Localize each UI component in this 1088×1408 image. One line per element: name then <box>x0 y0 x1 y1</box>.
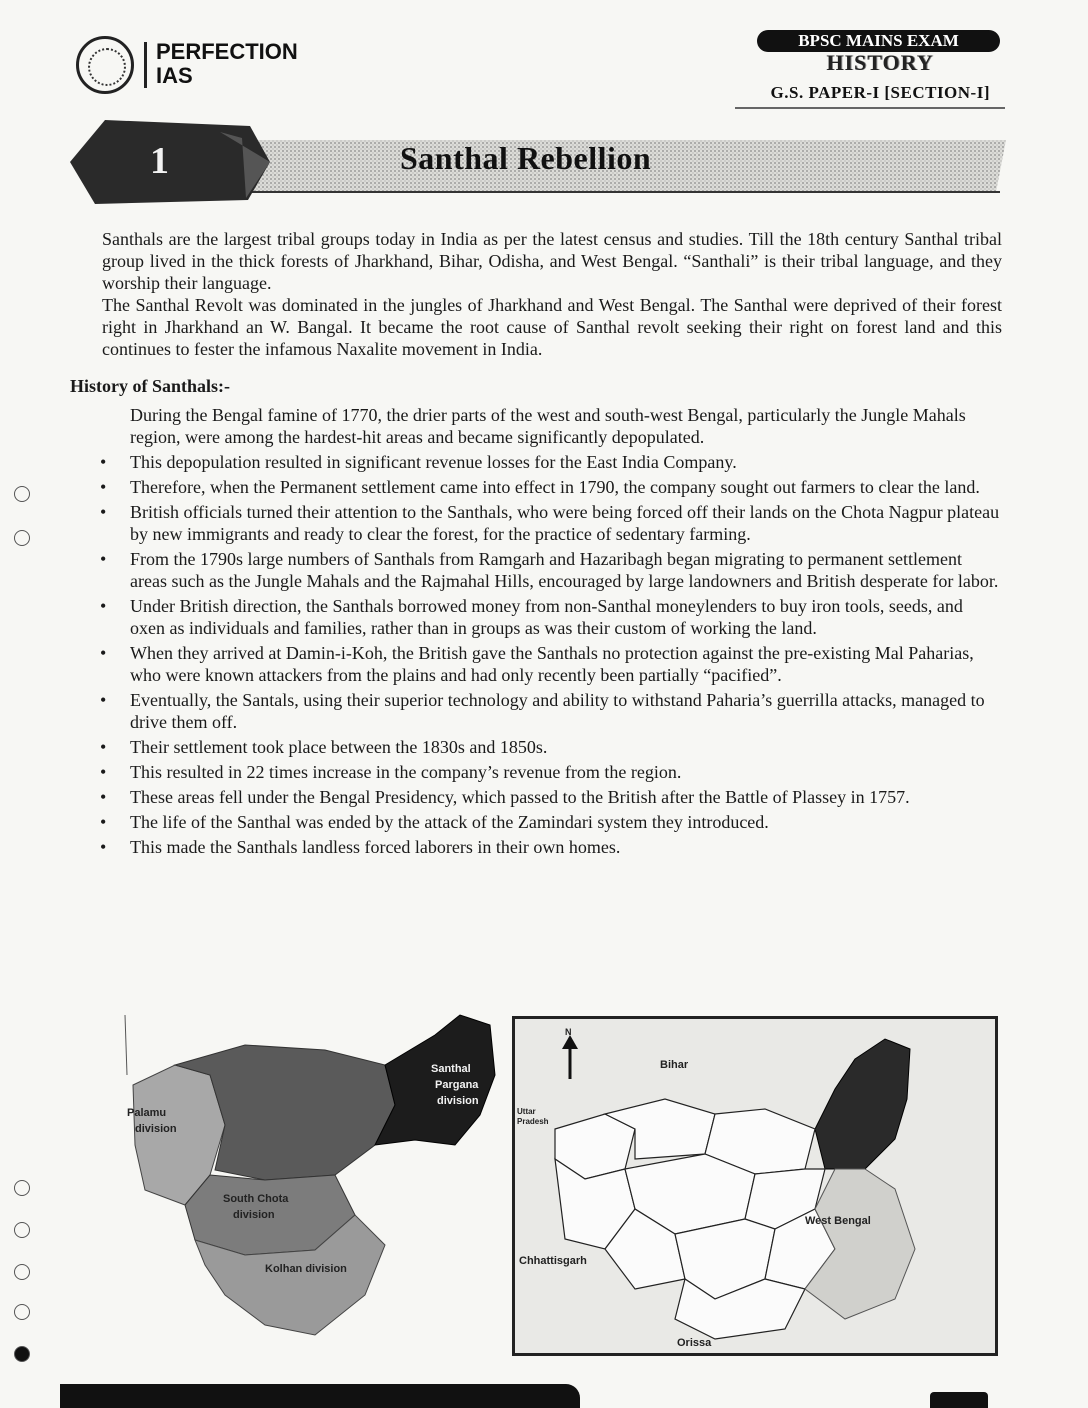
label-uttar: Uttar <box>517 1107 536 1116</box>
list-item: • This made the Santhals landless forced laborers in their own homes. <box>100 836 1002 858</box>
punch-hole <box>14 1346 30 1362</box>
brand-line-1: PERFECTION <box>156 39 298 64</box>
logo-seal <box>76 36 134 94</box>
label-chhattisgarh: Chhattisgarh <box>519 1255 587 1267</box>
label-nagpur-division: division <box>233 1209 275 1221</box>
list-item: • This resulted in 22 times increase in the company’s revenue from the region. <box>100 761 1002 783</box>
chapter-number: 1 <box>150 140 169 182</box>
label-kolhan: Kolhan division <box>265 1263 347 1275</box>
intro-paragraph-1: Santhals are the largest tribal groups today in India as per the latest census and studies. Till the 18th century Santhal tribal group lived in the thick forests of Jharkhand, Bihar, Odisha, and West Bengal. “Santhali” is their tribal language, and they worship their language. <box>102 229 1002 293</box>
punch-hole <box>14 1222 30 1238</box>
list-item: • These areas fell under the Bengal Presidency, which passed to the British after the Battle of Plassey in 1757. <box>100 786 1002 808</box>
jharkhand-districts-map <box>512 1016 998 1356</box>
label-north: N <box>565 1027 572 1037</box>
map-left-graphic <box>115 1005 515 1355</box>
logo-divider <box>144 42 147 88</box>
paper-title: G.S. PAPER-I [SECTION-I] <box>770 83 990 102</box>
label-palamu: Palamu <box>127 1107 167 1119</box>
exam-badge: BPSC MAINS EXAM <box>757 30 1000 52</box>
label-bihar: Bihar <box>660 1059 689 1071</box>
punch-hole <box>14 1180 30 1196</box>
brand-name <box>156 40 298 88</box>
footer-bar <box>60 1384 580 1408</box>
subject-title: HISTORY <box>826 50 934 75</box>
list-item: • Under British direction, the Santhals borrowed money from non-Santhal moneylenders to buy iron tools, seeds, and oxen as individuals and families, rather than in groups as was their custom of working the land. <box>100 595 1002 639</box>
brand-line-2: IAS <box>156 63 193 88</box>
header-rule <box>735 107 1005 109</box>
section-heading: History of Santhals:- <box>70 376 231 396</box>
chapter-title: Santhal Rebellion <box>400 140 652 176</box>
label-west-bengal: West Bengal <box>805 1215 871 1227</box>
list-item: • From the 1790s large numbers of Santhals from Ramgarh and Hazaribagh began migrating to permanent settlement areas such as the Jungle Mahals and the Rajmahal Hills, encouraged by large landowners and British desperate for labor. <box>100 548 1002 592</box>
footer-tab <box>930 1392 988 1408</box>
list-item: • Therefore, when the Permanent settlement came into effect in 1790, the company sought out farmers to clear the land. <box>100 476 1002 498</box>
list-item: • British officials turned their attention to the Santhals, who were being forced off their lands on the Chota Nagpur plateau by new immigrants and ready to clear the forest, for the practice of sedentary farming. <box>100 501 1002 545</box>
label-south-chota: South Chota <box>223 1193 289 1205</box>
intro-paragraph-2: The Santhal Revolt was dominated in the jungles of Jharkhand and West Bengal. The Santhal were deprived of their forest right in Jharkhand an W. Bangal. It became the root cause of Santhal revolt seeking their right on forest land and this continues to fester the infamous Naxalite movement in India. <box>102 295 1002 359</box>
intro-text <box>102 228 1002 360</box>
label-palamu-division: division <box>135 1123 177 1135</box>
list-item: During the Bengal famine of 1770, the drier parts of the west and south-west Bengal, particularly the Jungle Mahals region, were among the hardest-hit areas and became significantly depopulated. <box>130 405 966 447</box>
label-pargana: Pargana <box>435 1079 479 1091</box>
list-item: • Their settlement took place between the 1830s and 1850s. <box>100 736 1002 758</box>
punch-hole <box>14 1304 30 1320</box>
list-item: • Eventually, the Santals, using their superior technology and ability to withstand Paharia’s guerrilla attacks, managed to drive them off. <box>100 689 1002 733</box>
map-right-graphic <box>515 1019 995 1353</box>
list-item: • When they arrived at Damin-i-Koh, the British gave the Santhals no protection against the pre-existing Mal Paharias, who were known attackers from the plains and had only recently been partially “pacified”. <box>100 642 1002 686</box>
jharkhand-divisions-map <box>115 1005 515 1355</box>
label-orissa: Orissa <box>677 1337 712 1349</box>
punch-hole <box>14 486 30 502</box>
punch-hole <box>14 530 30 546</box>
list-item: • This depopulation resulted in significant revenue losses for the East India Company. <box>100 451 1002 473</box>
label-pradesh: Pradesh <box>517 1117 549 1126</box>
list-item: • The life of the Santhal was ended by the attack of the Zamindari system they introduced. <box>100 811 1002 833</box>
history-list <box>100 404 1002 861</box>
label-santhal: Santhal <box>431 1063 471 1075</box>
punch-hole <box>14 1264 30 1280</box>
label-santhal-division: division <box>437 1095 479 1107</box>
